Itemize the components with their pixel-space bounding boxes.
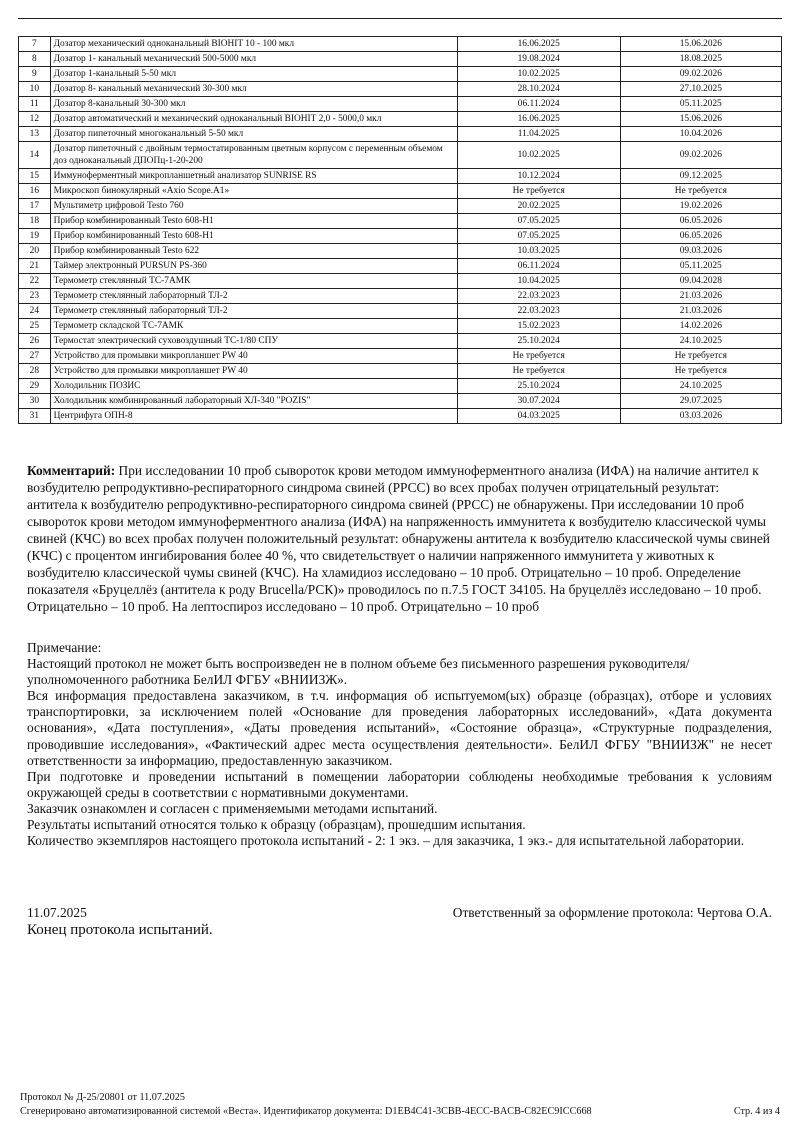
equipment-name: Мультиметр цифровой Testo 760: [50, 199, 457, 214]
table-row: [19, 274, 782, 289]
row-number: 28: [19, 364, 51, 379]
equipment-name: Прибор комбинированный Testo 608-H1: [50, 214, 457, 229]
verification-date: 10.03.2025: [457, 244, 620, 259]
equipment-name: Прибор комбинированный Testo 622: [50, 244, 457, 259]
table-row: [19, 364, 782, 379]
verification-date: 10.02.2025: [457, 67, 620, 82]
verification-date: 16.06.2025: [457, 37, 620, 52]
table-row: [19, 214, 782, 229]
verification-valid-until: 15.06.2026: [620, 37, 781, 52]
verification-date: 10.02.2025: [457, 142, 620, 169]
verification-valid-until: 29.07.2025: [620, 394, 781, 409]
verification-date: 10.04.2025: [457, 274, 620, 289]
footer-generated-by: Сгенерировано автоматизированной системой «Веста». Идентификатор документа: D1EB4C41-3CBB-4ECC-BACB-C82EC9ICC668: [20, 1106, 592, 1117]
table-row: [19, 52, 782, 67]
comment-label: Комментарий:: [27, 463, 116, 478]
verification-date: 15.02.2023: [457, 319, 620, 334]
verification-date: 16.06.2025: [457, 112, 620, 127]
top-rule: [18, 18, 782, 19]
verification-date: 06.11.2024: [457, 259, 620, 274]
table-row: [19, 289, 782, 304]
equipment-name: Холодильник ПОЗИС: [50, 379, 457, 394]
equipment-name: Прибор комбинированный Testo 608-H1: [50, 229, 457, 244]
verification-date: 22.03.2023: [457, 289, 620, 304]
table-row: [19, 349, 782, 364]
equipment-name: Термометр стеклянный лабораторный ТЛ-2: [50, 304, 457, 319]
verification-valid-until: 21.03.2026: [620, 289, 781, 304]
equipment-name: Таймер электронный PURSUN PS-360: [50, 259, 457, 274]
table-row: [19, 142, 782, 169]
footer-page-number: Стр. 4 из 4: [733, 1106, 780, 1117]
row-number: 11: [19, 97, 51, 112]
row-number: 14: [19, 142, 51, 169]
verification-valid-until: 19.02.2026: [620, 199, 781, 214]
equipment-name: Дозатор 8-канальный 30-300 мкл: [50, 97, 457, 112]
verification-date: Не требуется: [457, 184, 620, 199]
table-row: [19, 169, 782, 184]
verification-date: 19.08.2024: [457, 52, 620, 67]
verification-date: 07.05.2025: [457, 214, 620, 229]
note-block: [27, 640, 772, 849]
row-number: 21: [19, 259, 51, 274]
row-number: 23: [19, 289, 51, 304]
verification-valid-until: Не требуется: [620, 349, 781, 364]
equipment-name: Термометр стеклянный ТС-7АМК: [50, 274, 457, 289]
note-paragraph: При подготовке и проведении испытаний в помещении лаборатории соблюдены необходимые требования к условиям окружающей среды в соответствии с нормативными документами.: [27, 768, 772, 800]
verification-valid-until: 24.10.2025: [620, 379, 781, 394]
table-row: [19, 394, 782, 409]
row-number: 22: [19, 274, 51, 289]
verification-date: 04.03.2025: [457, 409, 620, 424]
row-number: 26: [19, 334, 51, 349]
equipment-name: Холодильник комбинированный лабораторный ХЛ-340 "POZIS": [50, 394, 457, 409]
verification-valid-until: 09.02.2026: [620, 67, 781, 82]
row-number: 8: [19, 52, 51, 67]
note-paragraph: Результаты испытаний относятся только к образцу (образцам), прошедшим испытания.: [27, 817, 526, 833]
table-row: [19, 37, 782, 52]
verification-date: Не требуется: [457, 364, 620, 379]
responsible-person: Ответственный за оформление протокола: Чертова О.А.: [452, 905, 772, 920]
verification-valid-until: Не требуется: [620, 184, 781, 199]
equipment-name: Термометр стеклянный лабораторный ТЛ-2: [50, 289, 457, 304]
verification-date: Не требуется: [457, 349, 620, 364]
equipment-name: Дозатор автоматический и механический одноканальный BIOHIT 2,0 - 5000,0 мкл: [50, 112, 457, 127]
equipment-name: Дозатор 1-канальный 5-50 мкл: [50, 67, 457, 82]
equipment-name: Центрифуга ОПН-8: [50, 409, 457, 424]
verification-valid-until: 18.08.2025: [620, 52, 781, 67]
equipment-name: Устройство для промывки микропланшет PW 40: [50, 364, 457, 379]
row-number: 17: [19, 199, 51, 214]
equipment-name: Дозатор 1- канальный механический 500-5000 мкл: [50, 52, 457, 67]
verification-date: 07.05.2025: [457, 229, 620, 244]
verification-valid-until: Не требуется: [620, 364, 781, 379]
table-row: [19, 184, 782, 199]
verification-valid-until: 06.05.2026: [620, 229, 781, 244]
table-row: [19, 97, 782, 112]
verification-date: 25.10.2024: [457, 334, 620, 349]
verification-valid-until: 06.05.2026: [620, 214, 781, 229]
table-row: [19, 244, 782, 259]
verification-date: 30.07.2024: [457, 394, 620, 409]
equipment-name: Дозатор пипеточный многоканальный 5-50 мкл: [50, 127, 457, 142]
row-number: 25: [19, 319, 51, 334]
verification-valid-until: 09.02.2026: [620, 142, 781, 169]
equipment-name: Устройство для промывки микропланшет PW 40: [50, 349, 457, 364]
verification-valid-until: 24.10.2025: [620, 334, 781, 349]
verification-valid-until: 27.10.2025: [620, 82, 781, 97]
verification-date: 25.10.2024: [457, 379, 620, 394]
table-row: [19, 379, 782, 394]
end-of-protocol: Конец протокола испытаний.: [27, 922, 213, 938]
verification-valid-until: 10.04.2026: [620, 127, 781, 142]
row-number: 20: [19, 244, 51, 259]
verification-date: 28.10.2024: [457, 82, 620, 97]
equipment-name: Дозатор пипеточный с двойным термостатированным цветным корпусом с переменным объемом доз одноканальный ДПОПц-1-20-200: [50, 142, 457, 169]
verification-valid-until: 05.11.2025: [620, 259, 781, 274]
table-row: [19, 409, 782, 424]
equipment-name: Дозатор механический одноканальный BIOHIT 10 - 100 мкл: [50, 37, 457, 52]
row-number: 31: [19, 409, 51, 424]
table-row: [19, 67, 782, 82]
row-number: 10: [19, 82, 51, 97]
note-paragraph: Заказчик ознакомлен и согласен с применяемыми методами испытаний.: [27, 800, 438, 816]
equipment-table: [18, 36, 782, 424]
table-row: [19, 112, 782, 127]
verification-valid-until: 09.12.2025: [620, 169, 781, 184]
comment-text: При исследовании 10 проб сывороток крови методом иммуноферментного анализа (ИФА) на наличие антител к возбудителю репродуктивно-респираторного синдрома свиней (РРСС) во всех пробах получен отрицательный результат: антитела к возбудителю репродуктивно-респираторного синдрома свиней (РРСС) не обнаружены. При исследовании 10 проб сывороток крови методом иммуноферментного анализа (ИФА) на напряженность иммунитета к возбудителю классической чумы свиней (КЧС) во всех пробах получен положительный результат: обнаружены антитела к возбудителю классической чумы свиней (КЧС) с процентом ингибирования более 40 %, что свидетельствует о наличии напряженного иммунитета у животных к возбудителю классической чумы свиней (КЧС). На хламидиоз исследовано – 10 проб. Отрицательно – 10 проб. Определение показателя «Бруцеллёз (антитела к роду Brucella/РСК)» проводилось по п.7.5 ГОСТ 34105. На бруцеллёз исследовано – 10 проб. Отрицательно – 10 проб. На лептоспироз исследовано – 10 проб. Отрицательно – 10 проб: [27, 463, 770, 614]
row-number: 18: [19, 214, 51, 229]
equipment-name: Иммуноферментный микропланшетный анализатор SUNRISE RS: [50, 169, 457, 184]
note-paragraph: Количество экземпляров настоящего протокола испытаний - 2: 1 экз. – для заказчика, 1 экз.- для испытательной лаборатории.: [27, 833, 745, 849]
verification-valid-until: 15.06.2026: [620, 112, 781, 127]
equipment-name: Термостат электрический суховоздушный ТС-1/80 СПУ: [50, 334, 457, 349]
note-paragraph: Настоящий протокол не может быть воспроизведен не в полном объеме без письменного разрешения руководителя/уполномоченного работника БелИЛ ФГБУ «ВНИИЗЖ».: [27, 656, 690, 688]
table-row: [19, 82, 782, 97]
row-number: 7: [19, 37, 51, 52]
verification-valid-until: 05.11.2025: [620, 97, 781, 112]
verification-valid-until: 21.03.2026: [620, 304, 781, 319]
row-number: 27: [19, 349, 51, 364]
verification-date: 10.12.2024: [457, 169, 620, 184]
row-number: 9: [19, 67, 51, 82]
verification-valid-until: 09.04.2028: [620, 274, 781, 289]
verification-valid-until: 03.03.2026: [620, 409, 781, 424]
equipment-name: Микроскоп бинокулярный «Axio Scope.A1»: [50, 184, 457, 199]
table-row: [19, 319, 782, 334]
verification-date: 22.03.2023: [457, 304, 620, 319]
verification-valid-until: 09.03.2026: [620, 244, 781, 259]
row-number: 13: [19, 127, 51, 142]
row-number: 15: [19, 169, 51, 184]
comment-block: [27, 462, 772, 615]
table-row: [19, 259, 782, 274]
verification-valid-until: 14.02.2026: [620, 319, 781, 334]
equipment-name: Дозатор 8- канальный механический 30-300 мкл: [50, 82, 457, 97]
table-row: [19, 229, 782, 244]
table-row: [19, 127, 782, 142]
table-row: [19, 304, 782, 319]
equipment-name: Термометр складской ТС-7АМК: [50, 319, 457, 334]
verification-date: 11.04.2025: [457, 127, 620, 142]
table-row: [19, 334, 782, 349]
verification-date: 20.02.2025: [457, 199, 620, 214]
note-title: Примечание:: [27, 640, 102, 655]
note-paragraph: Вся информация предоставлена заказчиком, в т.ч. информация об испытуемом(ых) образце (образцах), отборе и условиях транспортировки, за исключением полей «Основание для проведения лабораторных исследований», «Дата документа основания», «Дата поступления», «Даты проведения испытаний», «Состояние образца», «Структурные подразделения, проводившие исследования», «Фактический адрес места осуществления деятельности». БелИЛ ФГБУ "ВНИИЗЖ" не несет ответственности за информацию, предоставленную заказчиком.: [27, 688, 772, 768]
row-number: 29: [19, 379, 51, 394]
verification-date: 06.11.2024: [457, 97, 620, 112]
row-number: 24: [19, 304, 51, 319]
row-number: 12: [19, 112, 51, 127]
row-number: 16: [19, 184, 51, 199]
row-number: 19: [19, 229, 51, 244]
signature-date: 11.07.2025: [27, 905, 87, 920]
row-number: 30: [19, 394, 51, 409]
footer-protocol-number: Протокол № Д-25/20801 от 11.07.2025: [20, 1092, 185, 1103]
table-row: [19, 199, 782, 214]
